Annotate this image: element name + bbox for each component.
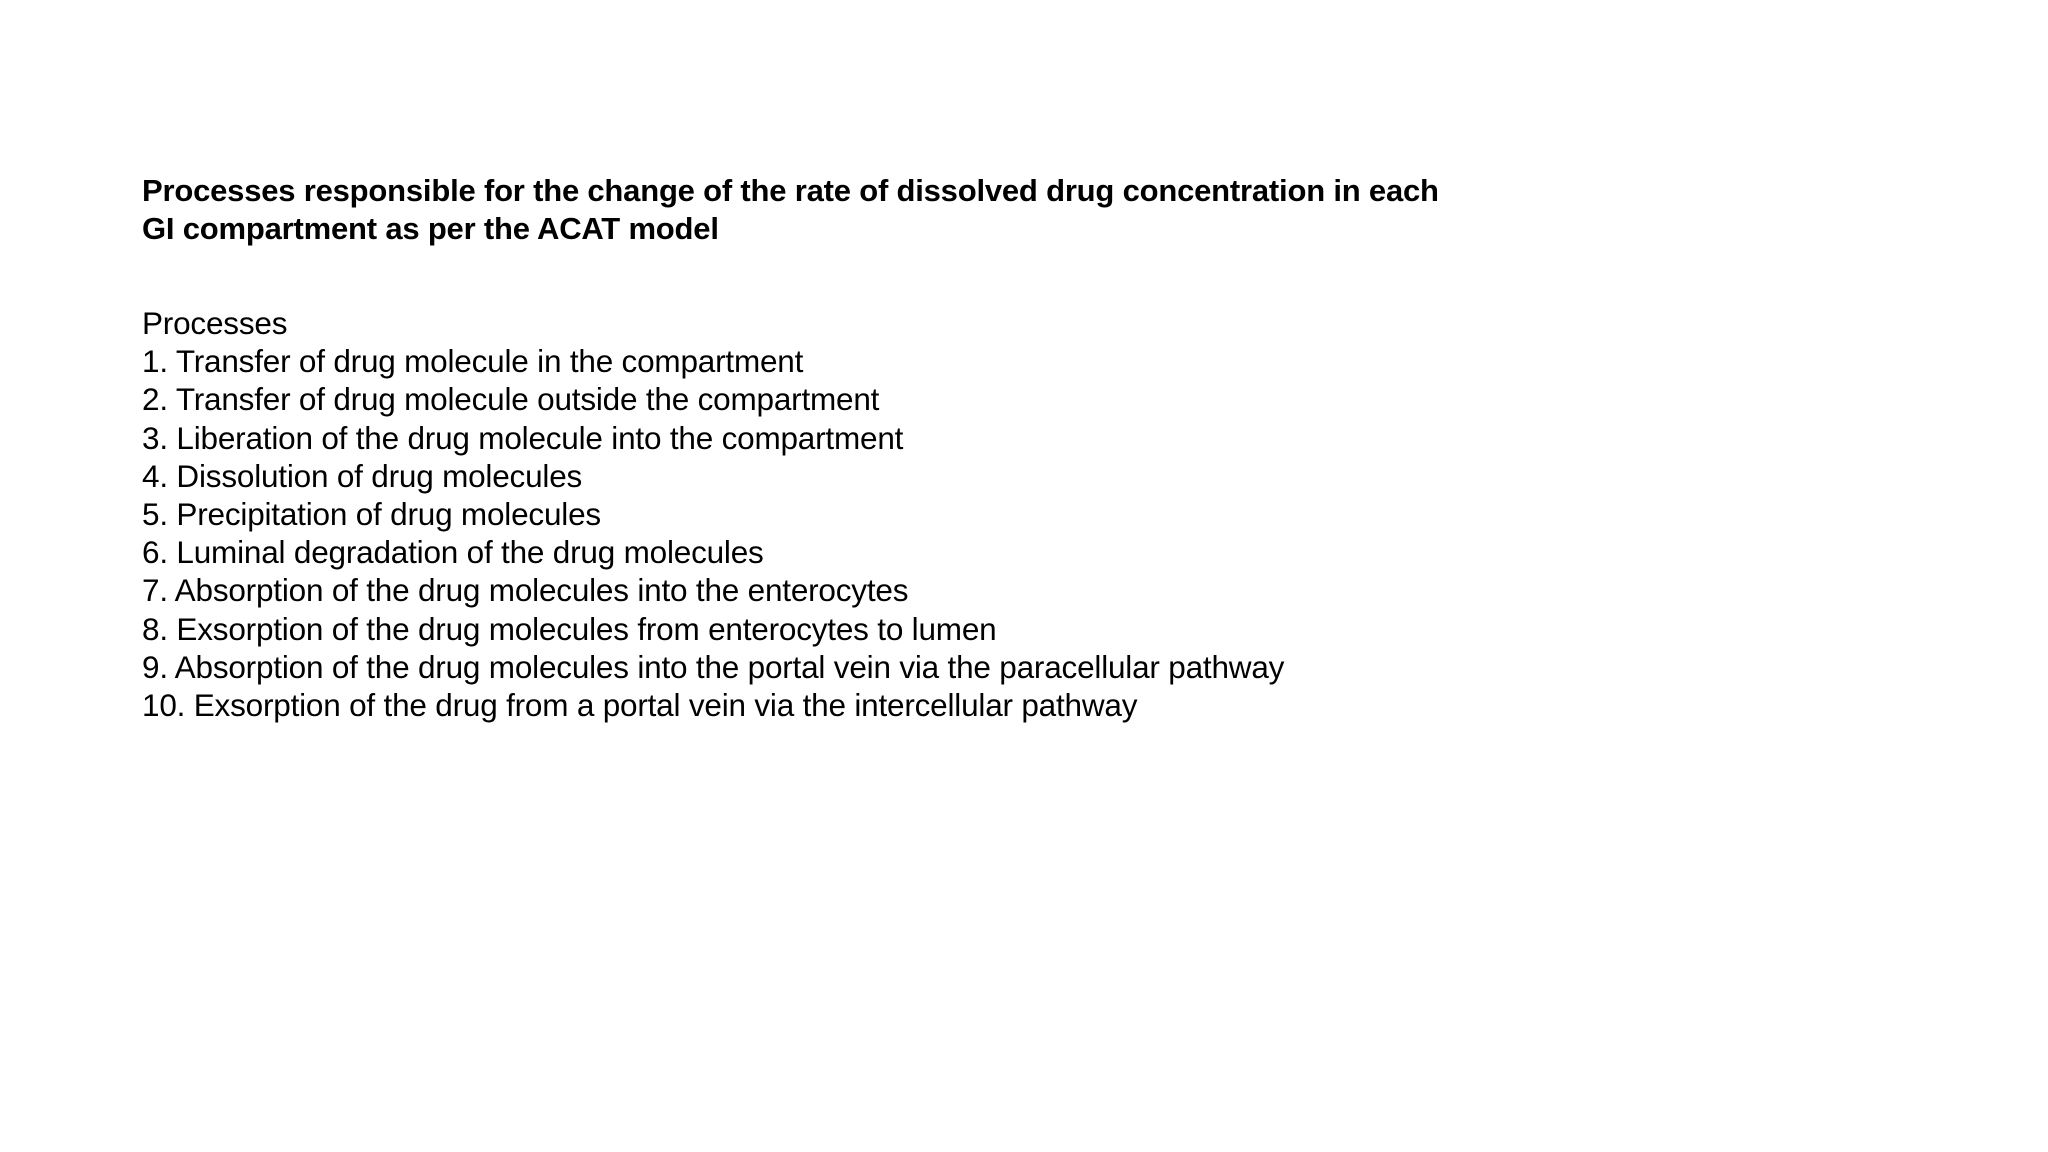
slide-title-line-1: Processes responsible for the change of the rate of dissolved drug concentration in each xyxy=(142,173,1439,208)
process-item-4: 4. Dissolution of drug molecules xyxy=(142,457,583,494)
process-item-1: 1. Transfer of drug molecule in the compartment xyxy=(142,343,804,380)
list-heading: Processes xyxy=(142,305,288,341)
process-item-10: 10. Exsorption of the drug from a portal vein via the intercellular pathway xyxy=(142,687,1138,724)
slide-title-line-2: GI compartment as per the ACAT model xyxy=(142,211,719,246)
process-item-6: 6. Luminal degradation of the drug molecules xyxy=(142,534,764,571)
process-item-5: 5. Precipitation of drug molecules xyxy=(142,496,601,533)
process-item-9: 9. Absorption of the drug molecules into the portal vein via the paracellular pathway xyxy=(142,648,1285,685)
process-item-3: 3. Liberation of the drug molecule into the compartment xyxy=(142,419,904,456)
slide-title xyxy=(142,172,1542,248)
process-list xyxy=(142,342,1742,724)
slide-body xyxy=(142,304,1742,724)
process-item-8: 8. Exsorption of the drug molecules from enterocytes to lumen xyxy=(142,610,997,647)
process-item-7: 7. Absorption of the drug molecules into the enterocytes xyxy=(142,572,909,609)
process-item-2: 2. Transfer of drug molecule outside the compartment xyxy=(142,381,880,418)
